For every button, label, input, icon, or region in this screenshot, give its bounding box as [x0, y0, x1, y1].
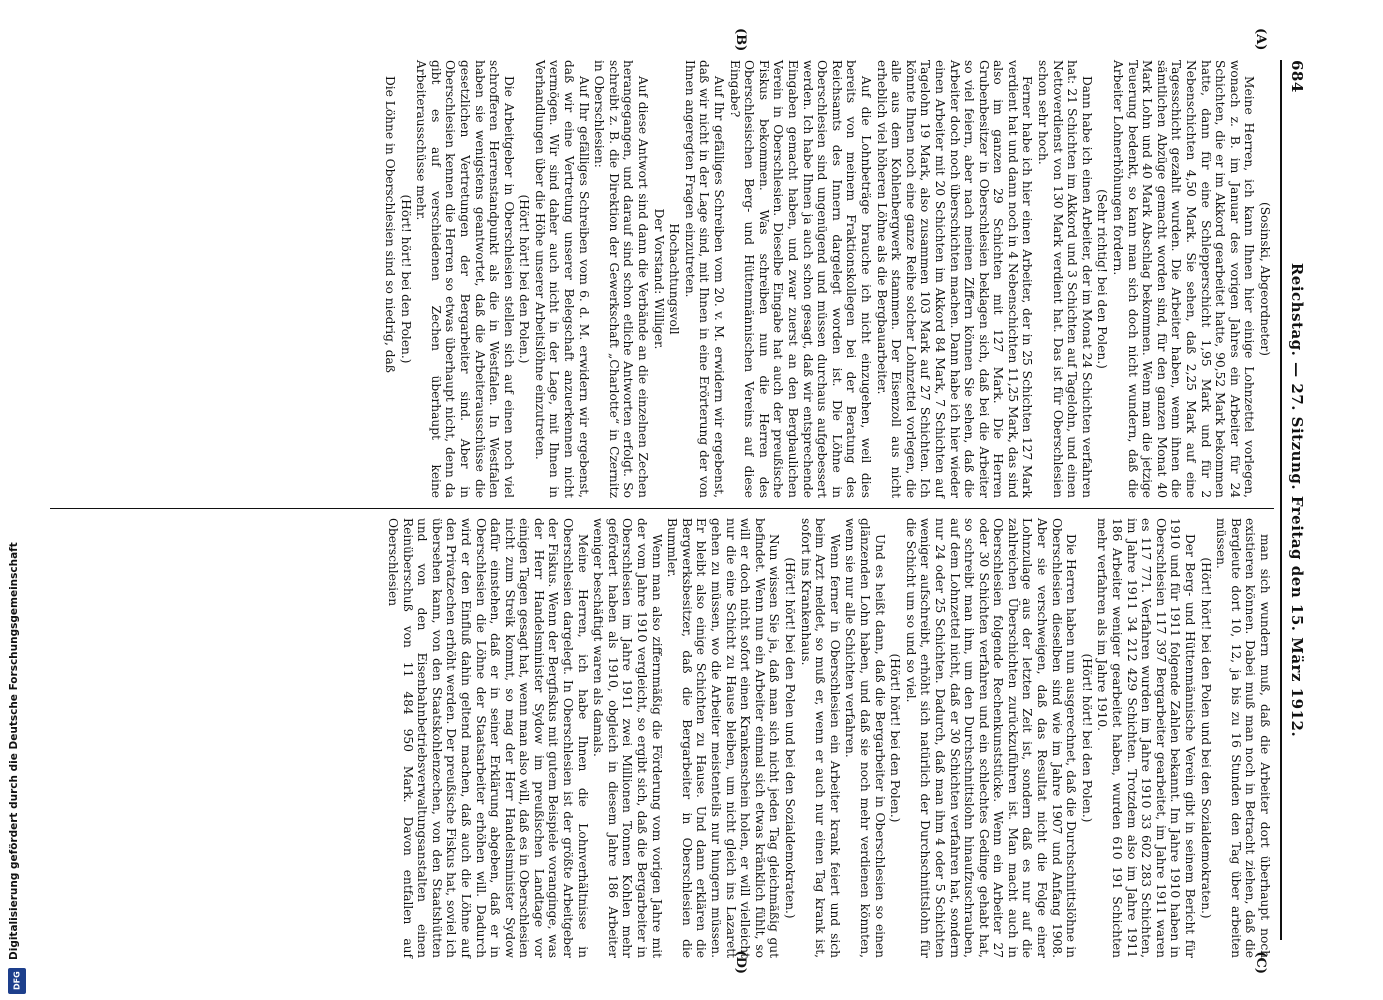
interjection: (Hört! hört! bei den Polen und bei den Sozialdemokraten.) — [1198, 557, 1213, 919]
paragraph: Die Arbeitgeber in Oberschlesien stellen sich auf einen noch viel schrofferen Herrenstandpunkt als die in Westfalen. In Westfalen haben sie wenigstens geantwortet, daß die Arbeiterausschüsse die gesetzlichen Vertretungen der Bergarbeiter sind. Aber in Oberschlesien kennen die Herren so etwas überhaupt nicht, denn da gibt es auf verschiedenen Zechen überhaupt keine Arbeiterausschüsse mehr. — [414, 60, 516, 498]
paragraph: Und es heißt dann, daß die Bergarbeiter in Oberschlesien so einen glänzenden Lohn haben, und daß sie noch mehr verdienen könnten, wenn sie nur alle Schichten verfahren. — [843, 518, 887, 958]
digitization-sidebar — [6, 0, 32, 1000]
paragraph: Der Berg- und Hüttenmännische Verein gibt in seinem Bericht für 1910 und für 1911 folgende Zahlen bekannt. Im Jahre 1910 haben in Oberschlesien 117 397 Bergarbeiter gearbeitet, im Jahre 1911 waren es 117 771. Verfahren wurden im Jahre 1910 33 602 283 Schichten, im Jahre 1911 34 212 429 Schichten. Trotzdem also im Jahre 1911 186 Arbeiter weniger gearbeitet haben, wurden 610 191 Schichten mehr verfahren als im Jahre 1910. — [1095, 518, 1198, 958]
margin-marker-b: (B) — [733, 28, 748, 52]
interjection: (Hört! hört! bei den Polen.) — [398, 194, 413, 364]
left-column — [18, 60, 1272, 498]
interjection: (Sosinski, Abgeordneter) — [1258, 201, 1272, 357]
interjection: (Hört! hört! bei den Polen.) — [1079, 653, 1094, 823]
paragraph: Auf Ihr gefälliges Schreiben vom 20. v. M. erwidern wir ergebenst, daß wir nicht in der Lage sind, mit Ihnen in eine Erörterung der von Ihnen angeregten Fragen einzutreten. — [682, 60, 727, 498]
paragraph: Meine Herren, ich habe Ihnen die Lohnverhältnisse in Oberschlesien dargelegt. In Oberschlesien ist der größte Arbeitgeber der Fiskus. Wenn der Bergfiskus mit gutem Beispiele voranginge, was der Herr Handelsminister Sydow im preußischen Landtage vor einigen Tagen gesagt hat, wenn man also will, daß es in Oberschlesien nicht zum Streik kommt, so mag der Herr Handelsminister Sydow dafür einstehen, daß er in seiner Erklärung abgeben, daß er in Oberschlesien die Löhne der Staatsarbeiter erhöhen will. Dadurch wird er den Einfluß dahin geltend machen, daß auch die Löhne auf den Privatzechen erhöht werden. Der preußische Fiskus hat, soviel ich übersehen kann, von den Staatskohlenzechen, von den Staatshütten und von den Eisenbahnbetriebsverwaltungsanstalten einen Reinüberschuß von 11 484 950 Mark. Davon entfallen auf Oberschlesien — [385, 518, 590, 958]
interjection: Der Vorstand: Williger. — [651, 208, 666, 350]
right-column — [18, 518, 1272, 958]
paragraph: Die Löhne in Oberschlesien sind so niedrig, daß — [382, 76, 397, 373]
paragraph: Auf Ihr gefälliges Schreiben vom 6. d. M. erwidern wir ergebenst, daß wir eine Vertretung unserer Belegschaft anzuerkennen nicht vermögen. Wir sind daher auch nicht in der Lage, mit Ihnen in Verhandlungen über die Höhe unserer Arbeitslöhne einzutreten. — [532, 60, 591, 498]
paragraph: Auf diese Antwort sind dann die Verbände an die einzelnen Zechen herangegangen, und darauf sind schon etliche Antworten erfolgt. So schreibt z. B. die Direktion der Gewerkschaft „Charlotte“ in Czernitz in Oberschlesien: — [592, 60, 651, 498]
margin-marker-d: (D) — [733, 950, 748, 974]
column-divider — [50, 508, 1274, 509]
page-number: 684 — [1288, 60, 1306, 93]
margin-marker-c: (C) — [1253, 951, 1268, 974]
page-header — [1280, 60, 1308, 940]
paragraph: Meine Herren, ich kann Ihnen hier einige Lohnzettel vorlegen, wonach z. B. im Januar des vorigen Jahres ein Arbeiter für 24 Schichten, die er im Akkord gearbeitet hatte, 90,52 Mark bekommen hatte, dann für eine Schlepperschicht 1,95 Mark und für 2 Nebenschichten 4,50 Mark. Sie sehen, daß 2,25 Mark auf eine Tagesschicht gezahlt wurden. Die Arbeiter haben, wenn ihnen die sämtlichen Abzüge gemacht worden sind, für den ganzen Monat 40 Mark Lohn und 40 Mark Abschlag bekommen. Wenn man die jetzige Teuerung bedenkt, so kann man sich doch nicht wundern, daß die Arbeiter Lohnerhöhungen fordern. — [1111, 60, 1257, 498]
interjection: (Sehr richtig! bei den Polen.) — [1095, 189, 1110, 369]
paragraph: Die Herren haben nun ausgerechnet, daß die Durchschnittslöhne in Oberschlesien dieselben sind wie im Jahre 1907 und Anfang 1908. Aber sie verschweigen, daß das Resultat nicht die Folge einer Lohnzulage aus der letzten Zeit ist, sondern daß es nur auf die zahlreichen Überschichten zurückzuführen ist. Man macht auch in Oberschlesien folgende Rechenkunststücke. Wenn ein Arbeiter 27 oder 30 Schichten verfahren und ein schlechtes Gedinge gehabt hat, so schreibt man ihm, um den Durchschnittslohn hinaufzuschrauben, auf dem Lohnzettel nicht, daß er 30 Schichten verfahren hat, sondern nur 24 oder 25 Schichten. Dadurch, daß man ihm 4 oder 5 Schichten weniger aufschreibt, erhöht sich natürlich der Durchschnittslohn für die Schicht um so und so viel. — [903, 518, 1079, 958]
dfg-logo-icon: DFG — [8, 968, 26, 994]
page-body — [10, 20, 1308, 980]
paragraph: Ferner habe ich hier einen Arbeiter, der in 25 Schichten 127 Mark verdient hat und dann noch in 4 Nebenschichten 11,25 Mark, das sind also im ganzen 29 Schichten mit 127 Mark. Die Herren Grubenbesitzer in Oberschlesien beklagen sich, daß bei die Arbeiter so viel feiern, aber nach meinen Ziffern können Sie sehen, daß die Arbeiter doch noch überschichten machen. Dann habe ich hier wieder einen Arbeiter mit 20 Schichten im Akkord 84 Mark, 7 Schichten auf Tagelohn 19 Mark, also zusammen 103 Mark auf 27 Schichten. Ich könnte Ihnen noch eine ganze Reihe solcher Lohnzettel vorlegen, die alle aus dem Kohlenbergwerk stammen. Der Eisenzoll aus nicht erheblich viel höheren Löhne als die Bergbauarbeiter. — [874, 60, 1035, 498]
margin-marker-a: (A) — [1253, 28, 1268, 51]
interjection: (Hört! hört! bei den Polen.) — [517, 194, 532, 364]
digitization-note: Digitalisierung gefördert durch die Deutsche Forschungsgemeinschaft — [8, 542, 20, 960]
paragraph: Auf die Lohnbeträge brauche ich nicht einzugehen, weil dies bereits von meinem Fraktionskollegen bei der Beratung des Reichsamts des Innern dargelegt worden ist. Die Löhne in Oberschlesien sind ungenügend und müssen durchaus aufgebessert werden. Ich habe Ihnen ja auch schon gesagt, daß wir entsprechende Eingaben gemacht haben, und zwar zuerst an den Bergbaulichen Verein in Oberschlesien. Dieselbe Eingabe hat auch der preußische Fiskus bekommen. Was schreiben nun die Herren des Oberschlesischen Berg- und Hüttenmännischen Vereins auf diese Eingabe? — [727, 60, 873, 498]
paragraph: Dann habe ich einen Arbeiter, der im Monat 24 Schichten verfahren hat: 21 Schichten im Akkord und 3 Schichten auf Tagelohn, und einen Nettoverdienst von 130 Mark verdient hat. Das ist für Oberschlesien schon sehr hoch. — [1036, 60, 1094, 498]
paragraph: man sich wundern muß, daß die Arbeiter dort überhaupt noch existieren können. Dabei muß man noch in Betracht ziehen, daß die Bergleute dort 10, 12, ja bis zu 16 Stunden den Tag über arbeiten müssen. — [1214, 518, 1272, 958]
interjection: (Hört! hört! bei den Polen und bei den Sozialdemokraten.) — [783, 557, 797, 919]
paragraph: Nun wissen Sie ja, daß man sich nicht jeden Tag gleichmäßig gut befindet. Wenn nun ein Arbeiter einmal sich etwas kränklich fühlt, so will er doch nicht sofort einen Krankenschein holen, er will vielleicht nur die eine Schicht zu Hause bleiben, um nicht gleich ins Lazarett gehen zu müssen, wo die Arbeiter meistenteils nur hungern müssen. Er bleibt also einige Schichten zu Hause. Und dann erklären die Bergwerksbesitzer, daß die Bergarbeiter in Oberschlesien die Bummler. — [665, 518, 782, 958]
page-title: Reichstag. — 27. Sitzung. Freitag den 15. März 1912. — [1288, 262, 1306, 738]
interjection: (Hört! hört! bei den Polen.) — [888, 653, 903, 823]
paragraph: Wenn ferner in Oberschlesien ein Arbeiter krank feiert und sich beim Arzt meldet, so muß er, wenn er auch nur einen Tag krank ist, sofort ins Krankenhaus. — [798, 518, 842, 958]
paragraph: Wenn man also ziffernmäßig die Förderung vom vorigen Jahre mit der vom Jahre 1910 vergleicht, so ergibt sich, daß die Bergarbeiter in Oberschlesien im Jahre 1911 zwei Millionen Tonnen Kohlen mehr gefördert haben als 1910, obgleich in diesem Jahre 186 Arbeiter weniger beschäftigt waren als damals. — [591, 518, 664, 958]
interjection: Hochachtungsvoll — [667, 223, 682, 335]
